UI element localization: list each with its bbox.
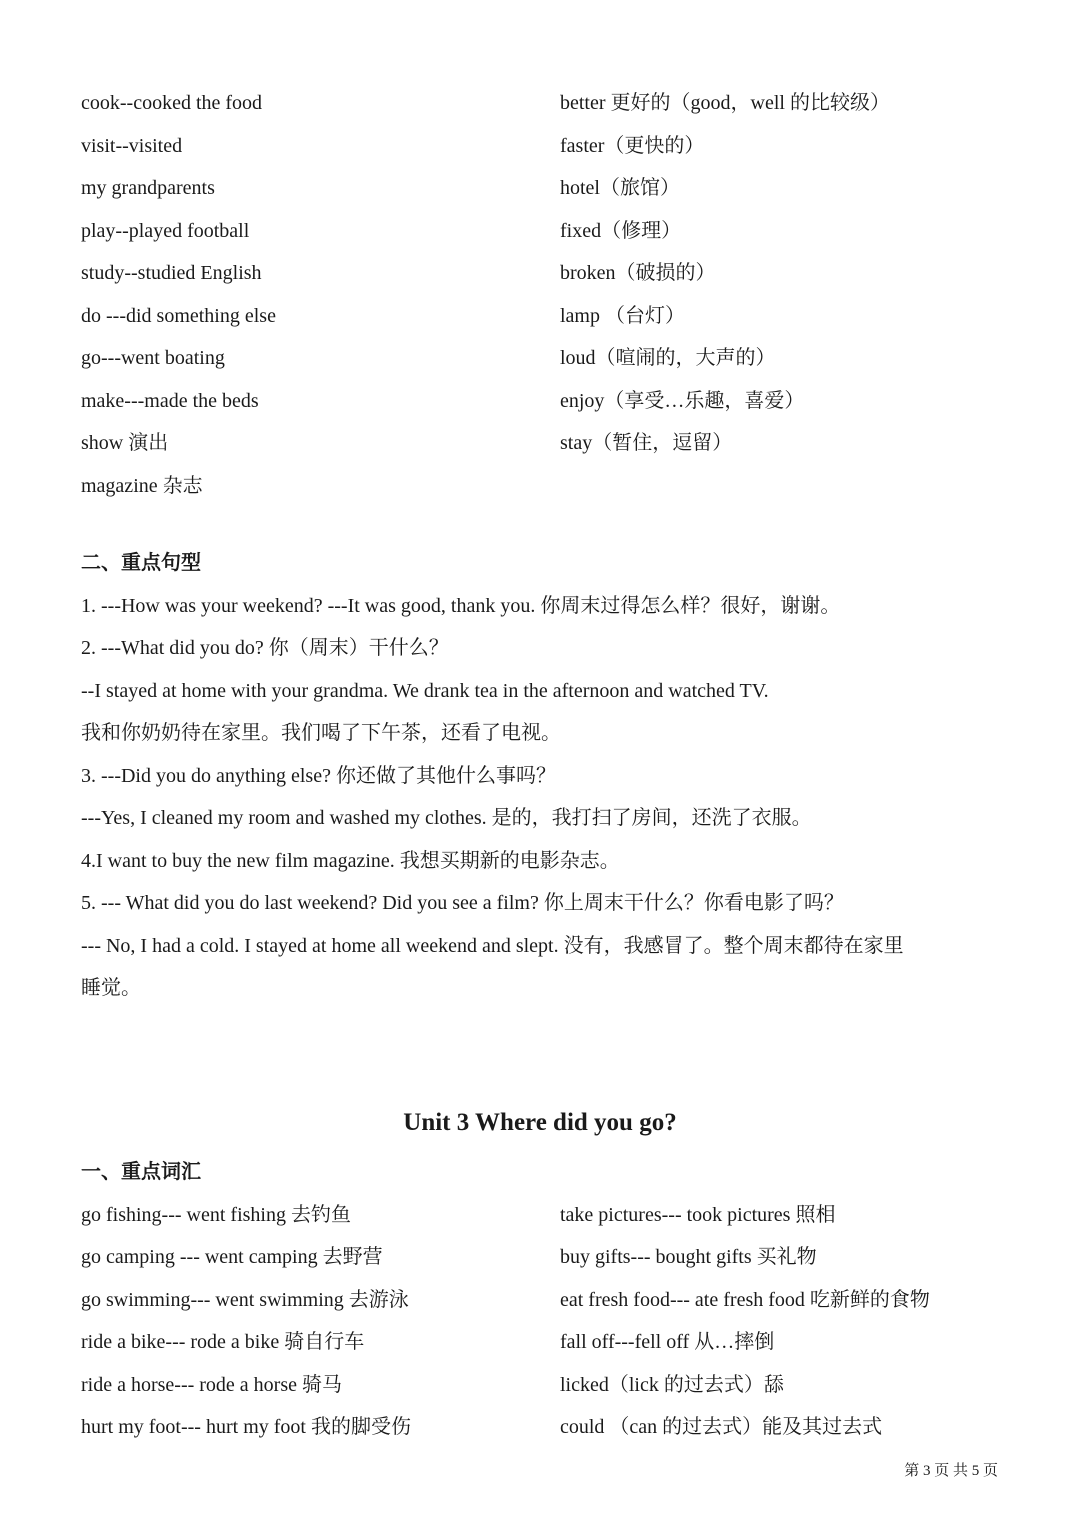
unit3-vocab-left-item: go fishing--- went fishing 去钓鱼	[81, 1204, 351, 1226]
vocab-left-item: magazine 杂志	[81, 475, 203, 497]
unit3-vocab-left-item: hurt my foot--- hurt my foot 我的脚受伤	[81, 1416, 411, 1438]
vocab-left-item: play--played football	[81, 220, 250, 242]
vocab-left-item: make---made the beds	[81, 390, 259, 412]
vocab-left-item: my grandparents	[81, 177, 215, 199]
vocab-left-item: do ---did something else	[81, 305, 276, 327]
vocab-left-item: cook--cooked the food	[81, 92, 263, 114]
vocab-right-item: broken（破损的）	[560, 262, 716, 284]
sentence-line: 4.I want to buy the new film magazine. 我想买期新的电影杂志。	[81, 850, 620, 872]
vocab-right-item: lamp （台灯）	[560, 305, 685, 327]
vocab-left-item: study--studied English	[81, 262, 262, 284]
sentence-line: 我和你奶奶待在家里。我们喝了下午茶，还看了电视。	[81, 722, 561, 744]
unit3-vocab-left-item: ride a horse--- rode a horse 骑马	[81, 1374, 343, 1396]
unit-title: Unit 3 Where did you go?	[403, 1109, 677, 1136]
sentence-line: --I stayed at home with your grandma. We drank tea in the afternoon and watched TV.	[81, 680, 769, 702]
vocab-right-item: better 更好的（good，well 的比较级）	[560, 92, 890, 114]
unit3-vocab-left-item: go camping --- went camping 去野营	[81, 1246, 383, 1268]
sentence-line: 5. --- What did you do last weekend? Did you see a film? 你上周末干什么？你看电影了吗？	[81, 892, 844, 914]
vocab-right-item: faster（更快的）	[560, 135, 705, 157]
section-heading-vocab: 一、重点词汇	[81, 1159, 201, 1183]
unit3-vocab-right-item: fall off---fell off 从…摔倒	[560, 1331, 775, 1353]
sentence-line: --- No, I had a cold. I stayed at home all weekend and slept. 没有，我感冒了。整个周末都待在家里	[81, 935, 904, 957]
vocab-left-item: visit--visited	[81, 135, 183, 157]
unit3-vocab-right-item: could （can 的过去式）能及其过去式	[560, 1416, 883, 1438]
unit3-vocab-right-item: take pictures--- took pictures 照相	[560, 1204, 836, 1226]
unit3-vocab-left-item: go swimming--- went swimming 去游泳	[81, 1289, 409, 1311]
section-heading-sentences: 二、重点句型	[81, 550, 201, 574]
unit3-vocab-left-item: ride a bike--- rode a bike 骑自行车	[81, 1331, 365, 1353]
vocab-right-item: fixed（修理）	[560, 220, 682, 242]
unit3-vocab-right-item: eat fresh food--- ate fresh food 吃新鲜的食物	[560, 1289, 930, 1311]
vocab-right-item: stay（暂住，逗留）	[560, 432, 733, 454]
sentence-line: 3. ---Did you do anything else? 你还做了其他什么事吗？	[81, 765, 556, 787]
sentence-line: ---Yes, I cleaned my room and washed my clothes. 是的，我打扫了房间，还洗了衣服。	[81, 807, 812, 829]
sentence-line: 1. ---How was your weekend? ---It was good, thank you. 你周末过得怎么样？很好，谢谢。	[81, 595, 841, 617]
vocab-right-item: enjoy（享受…乐趣，喜爱）	[560, 390, 805, 412]
sentence-line: 睡觉。	[81, 977, 141, 999]
unit3-vocab-right-item: licked（lick 的过去式）舔	[560, 1374, 784, 1396]
vocab-left-item: go---went boating	[81, 347, 225, 369]
sentence-line: 2. ---What did you do? 你（周末）干什么？	[81, 637, 449, 659]
vocab-left-item: show 演出	[81, 432, 169, 454]
unit3-vocab-right-item: buy gifts--- bought gifts 买礼物	[560, 1246, 817, 1268]
page-number: 第 3 页 共 5 页	[904, 1463, 998, 1479]
vocab-right-item: loud（喧闹的，大声的）	[560, 347, 776, 369]
vocab-right-item: hotel（旅馆）	[560, 177, 680, 199]
